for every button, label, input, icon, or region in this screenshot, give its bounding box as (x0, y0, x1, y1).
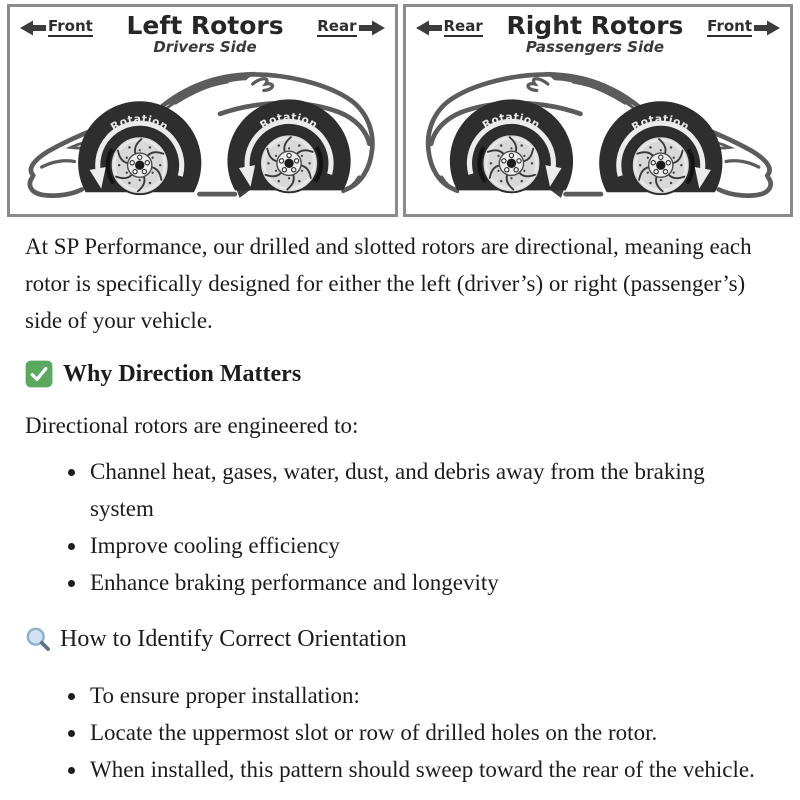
rear-direction-indicator (317, 19, 384, 37)
rear-direction-indicator (416, 19, 483, 37)
panel-title: Left Rotors (126, 11, 284, 40)
orientation-list (25, 677, 773, 788)
heading-text: Why Direction Matters (63, 360, 302, 387)
list-item: • When installed, this pattern should sweep toward the rear of the vehicle. (88, 751, 773, 788)
right-car-illustration (406, 56, 791, 210)
list-item: • Locate the uppermost slot or row of drilled holes on the rotor. (88, 714, 773, 751)
list-item: • Improve cooling efficiency (88, 527, 773, 564)
magnifying-glass-icon (25, 626, 52, 653)
left-panel-header (10, 7, 395, 56)
heading-text: How to Identify Correct Orientation (60, 626, 407, 652)
front-direction-indicator (20, 19, 93, 37)
car-sketch-mirrored (428, 72, 771, 198)
direction-label: Front (48, 17, 93, 35)
left-panel-titles (126, 13, 283, 56)
rotor-direction-diagram (0, 0, 800, 217)
section-heading-why-direction-matters (25, 360, 773, 388)
left-car-illustration (10, 56, 395, 210)
rotation-label: Rotation (257, 110, 321, 132)
intro-paragraph: At SP Performance, our drilled and slotted rotors are directional, meaning each rotor is specifically designed for either the left (driver’s) or right (passenger’s) side of your vehicle. (25, 234, 752, 333)
right-arrow-icon (754, 20, 780, 36)
rotation-label: Rotation (628, 111, 692, 134)
direction-label: Rear (443, 17, 483, 35)
section-heading-how-to-identify (25, 626, 773, 653)
benefits-list (25, 453, 773, 601)
direction-label: Front (707, 17, 752, 35)
list-item: • Channel heat, gases, water, dust, and debris away from the braking system (88, 453, 773, 527)
check-mark-icon (25, 360, 53, 388)
left-rotors-panel (7, 4, 398, 217)
panel-subtitle: Drivers Side (153, 38, 257, 57)
car-sketch (30, 72, 373, 198)
panel-subtitle: Passengers Side (525, 38, 665, 57)
right-panel-header (406, 7, 791, 56)
right-panel-titles (506, 13, 683, 56)
direction-label: Rear (317, 17, 357, 35)
rotation-label: Rotation (479, 110, 542, 132)
right-rotors-panel (403, 4, 794, 217)
lead-paragraph: Directional rotors are engineered to: (25, 413, 359, 438)
left-arrow-icon (20, 20, 46, 36)
panel-title: Right Rotors (506, 11, 684, 40)
list-item: • To ensure proper installation: (88, 677, 773, 714)
article-body (0, 217, 800, 788)
rotation-label: Rotation (108, 111, 171, 134)
left-arrow-icon (416, 20, 442, 36)
list-item: • Enhance braking performance and longevity (88, 564, 773, 601)
right-arrow-icon (359, 20, 385, 36)
front-direction-indicator (707, 19, 780, 37)
